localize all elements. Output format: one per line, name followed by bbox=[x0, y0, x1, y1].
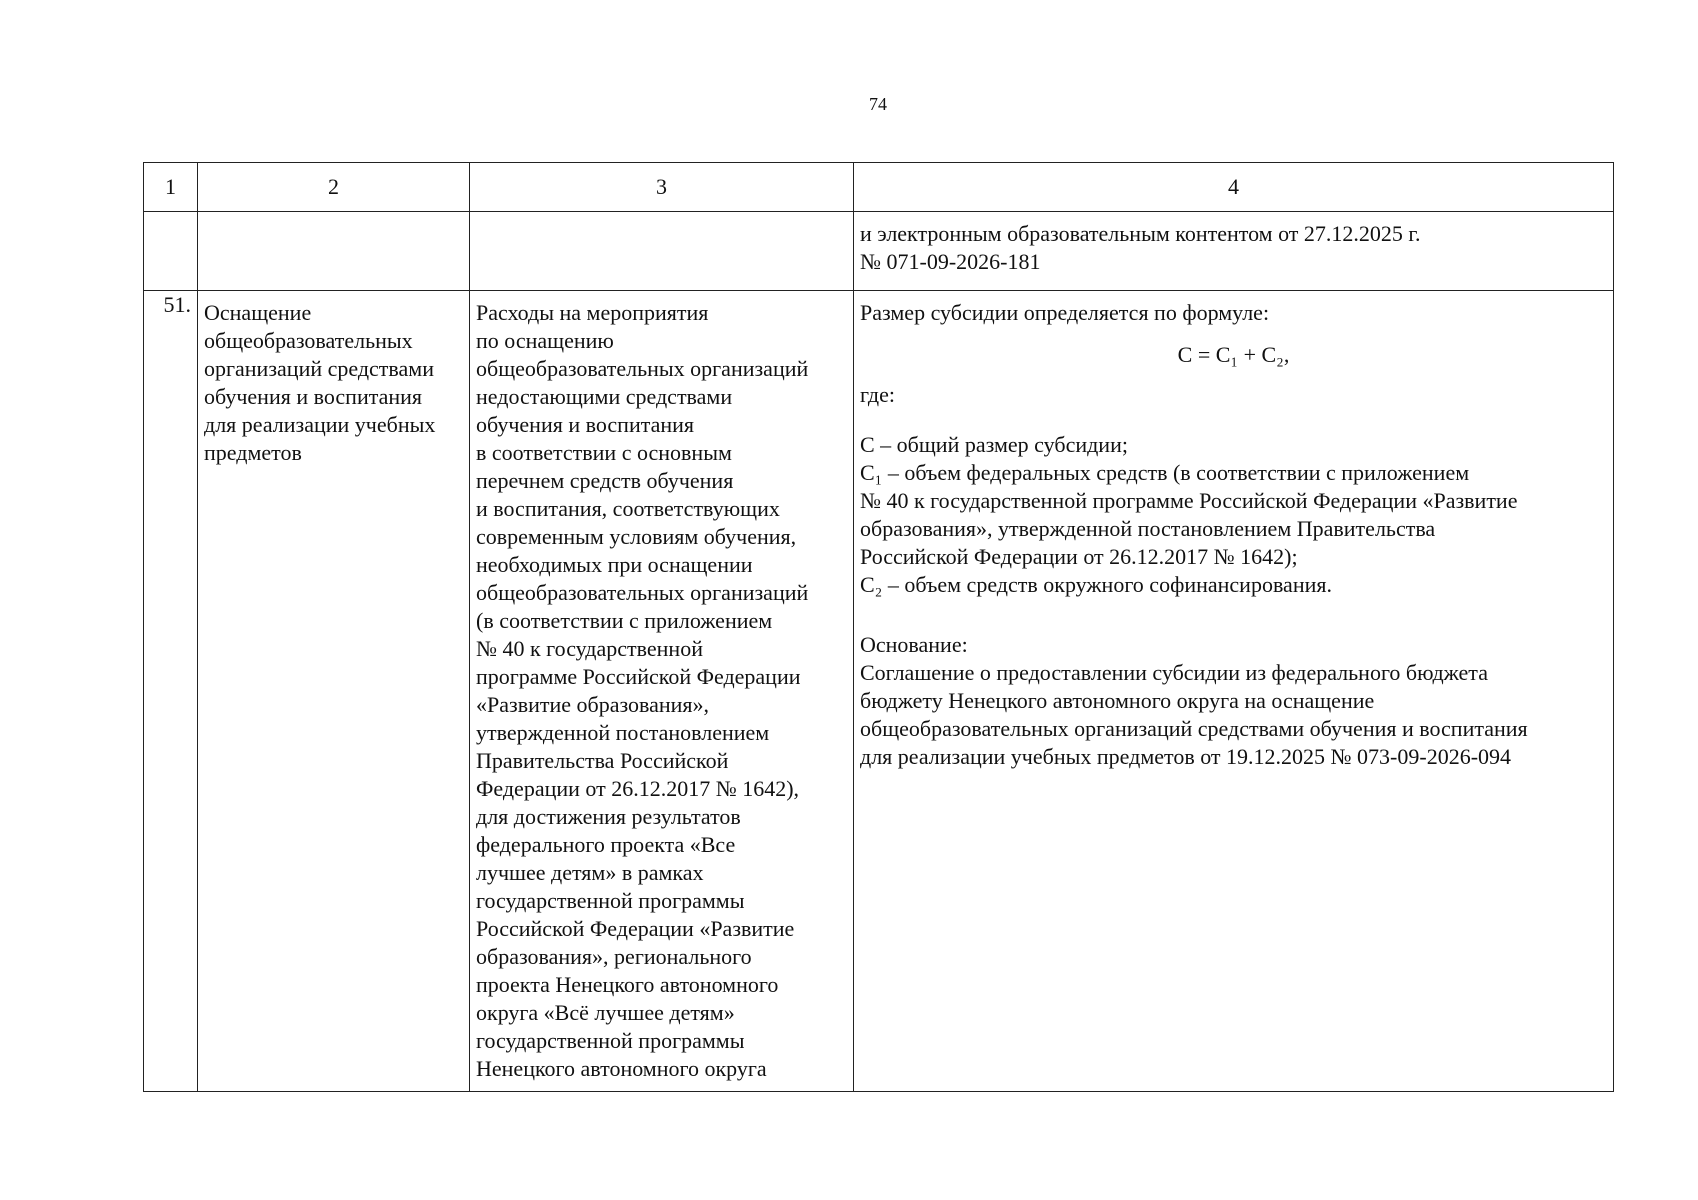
name-line: Оснащение bbox=[204, 300, 312, 325]
definition-line: образования», утвержденной постановлением Правительства bbox=[860, 516, 1436, 541]
expenses-line: недостающими средствами bbox=[476, 384, 733, 409]
formula-intro: Размер субсидии определяется по формуле: bbox=[860, 300, 1270, 325]
name-line: организаций средствами bbox=[204, 356, 434, 381]
expenses-line: Правительства Российской bbox=[476, 748, 729, 773]
name-line: общеобразовательных bbox=[204, 328, 413, 353]
where-label: где: bbox=[860, 382, 895, 407]
expenses-line: «Развитие образования», bbox=[476, 692, 710, 717]
definition-line: C₁ – объем федеральных средств (в соответствии с приложением bbox=[860, 460, 1470, 485]
basis-label: Основание: bbox=[860, 632, 968, 657]
subsidy-formula: C = C₁ + C₂, bbox=[1177, 342, 1290, 367]
continuation-col3 bbox=[470, 212, 854, 291]
expenses-line: для достижения результатов bbox=[476, 804, 741, 829]
definition-line: С – общий размер субсидии; bbox=[860, 432, 1128, 457]
column-header-2: 2 bbox=[198, 163, 470, 212]
row51-expenses-text bbox=[476, 291, 847, 1083]
expenses-line: государственной программы bbox=[476, 888, 745, 913]
definition-line: № 40 к государственной программе Российской Федерации «Развитие bbox=[860, 488, 1518, 513]
formula-definitions bbox=[860, 431, 1607, 599]
basis-line: общеобразовательных организаций средствами обучения и воспитания bbox=[860, 716, 1528, 741]
row51-formula-cell bbox=[854, 291, 1614, 1092]
basis-line: для реализации учебных предметов от 19.12.2025 № 073-09-2026-094 bbox=[860, 744, 1512, 769]
column-header-1: 1 bbox=[144, 163, 198, 212]
expenses-line: государственной программы bbox=[476, 1028, 745, 1053]
expenses-line: обучения и воспитания bbox=[476, 412, 695, 437]
definition-line: C₂ – объем средств окружного софинансирования. bbox=[860, 572, 1332, 597]
name-line: для реализации учебных bbox=[204, 412, 436, 437]
document-table bbox=[143, 162, 1614, 1092]
expenses-line: (в соответствии с приложением bbox=[476, 608, 773, 633]
page-number: 74 bbox=[869, 94, 887, 114]
expenses-line: в соответствии с основным bbox=[476, 440, 732, 465]
row51-name-text bbox=[204, 291, 463, 467]
expenses-line: общеобразовательных организаций bbox=[476, 580, 809, 605]
expenses-line: лучшее детям» в рамках bbox=[476, 860, 704, 885]
expenses-line: Ненецкого автономного округа bbox=[476, 1056, 767, 1081]
column-header-3: 3 bbox=[470, 163, 854, 212]
continuation-row bbox=[144, 212, 1614, 291]
continuation-col2 bbox=[198, 212, 470, 291]
row51-name-cell bbox=[198, 291, 470, 1092]
basis-line: бюджету Ненецкого автономного округа на оснащение bbox=[860, 688, 1375, 713]
expenses-line: перечнем средств обучения bbox=[476, 468, 734, 493]
expenses-line: современным условиям обучения, bbox=[476, 524, 797, 549]
expenses-line: проекта Ненецкого автономного bbox=[476, 972, 779, 997]
expenses-line: Российской Федерации «Развитие bbox=[476, 916, 795, 941]
continuation-line: № 071-09-2026-181 bbox=[860, 249, 1041, 274]
column-header-4: 4 bbox=[854, 163, 1614, 212]
expenses-line: по оснащению bbox=[476, 328, 614, 353]
row-number: 51. bbox=[144, 291, 198, 1092]
name-line: предметов bbox=[204, 440, 302, 465]
expenses-line: общеобразовательных организаций bbox=[476, 356, 809, 381]
expenses-line: образования», регионального bbox=[476, 944, 752, 969]
expenses-line: округа «Всё лучшее детям» bbox=[476, 1000, 735, 1025]
table-row-51 bbox=[144, 291, 1614, 1092]
name-line: обучения и воспитания bbox=[204, 384, 423, 409]
basis-line: Соглашение о предоставлении субсидии из федерального бюджета bbox=[860, 660, 1488, 685]
expenses-line: № 40 к государственной bbox=[476, 636, 703, 661]
expenses-line: Федерации от 26.12.2017 № 1642), bbox=[476, 776, 800, 801]
expenses-line: федерального проекта «Все bbox=[476, 832, 736, 857]
table-header-row bbox=[144, 163, 1614, 212]
continuation-col1 bbox=[144, 212, 198, 291]
basis-text bbox=[860, 659, 1607, 771]
expenses-line: необходимых при оснащении bbox=[476, 552, 753, 577]
expenses-line: программе Российской Федерации bbox=[476, 664, 801, 689]
row51-expenses-cell bbox=[470, 291, 854, 1092]
continuation-col4 bbox=[854, 212, 1614, 291]
continuation-line: и электронным образовательным контентом от 27.12.2025 г. bbox=[860, 221, 1421, 246]
expenses-line: Расходы на мероприятия bbox=[476, 300, 709, 325]
expenses-line: утвержденной постановлением bbox=[476, 720, 770, 745]
definition-line: Российской Федерации от 26.12.2017 № 1642); bbox=[860, 544, 1298, 569]
expenses-line: и воспитания, соответствующих bbox=[476, 496, 780, 521]
